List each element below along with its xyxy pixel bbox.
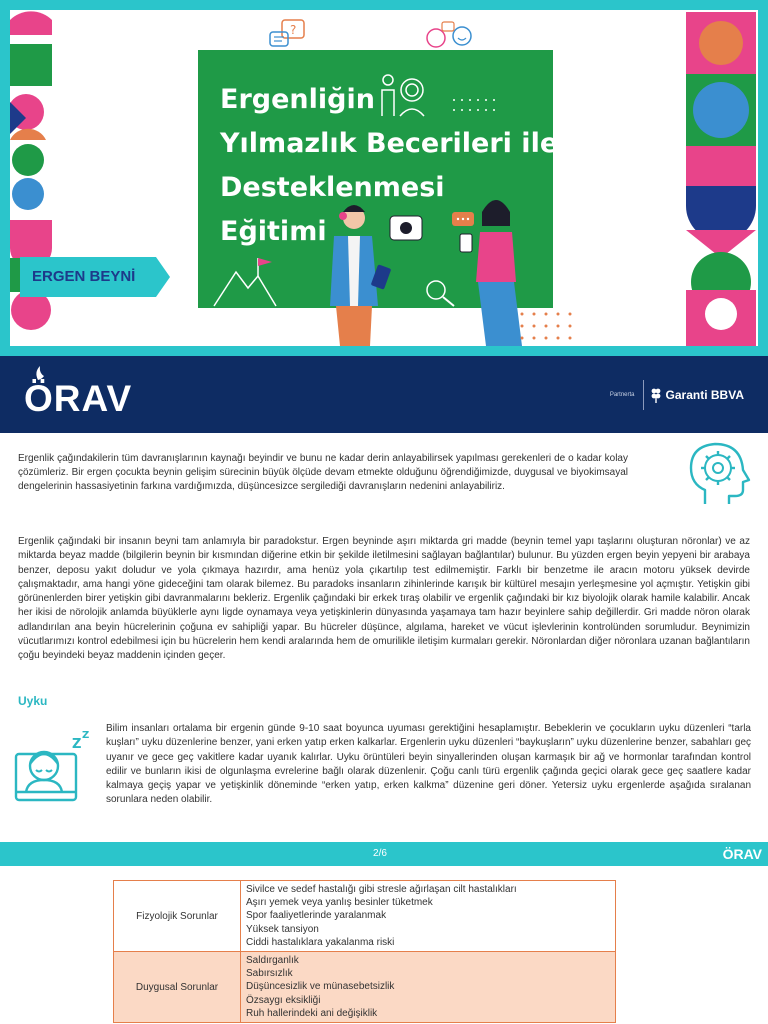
- banner-artwork: [10, 10, 758, 346]
- brain-paragraph: Ergenlik çağındaki bir insanın beyni tam anlamıyla bir paradokstur. Ergen beyninde aşırı miktarda gri madde (beynin temel yapı taşlarını oluşturan nöronlar) ve az miktarda beyaz madde (bilgilerin beynin bir kısmından diğerine etkin bir şekilde iletilmesini sağlayan bağlantılar) bulunur. Bu yüzden ergen beyin yepyeni bir arabaya benzer, deposu yakıt doludur ve yola çıkmaya hazırdır, ama henüz yola çıkartılıp test edilmemiştir. Farklı bir benzetme ile aracın motoru yüksek devirde çalışmaktadır, ama hangi yöne gideceğini tam olarak bilemez. Bu paradoks insanların zihinlerinde karışık bir kültürel mesajın yerleşmesine yol açmıştır. Yetişkin gibi görünenlerden birer yetişkin gibi davranmalarını bekleriz. Ergenlik çağındaki bir erkek tıraş olabilir ve ergenlik çağındaki bir kız biyolojik olarak hamile kalabilir. Ancak her ikisi de nörolojik anlamda büyüklerle aynı ligde oynamaya veya yetişkinlerin dünyasında yaşamaya tam hazır beyinlere sahip değillerdir. Gri madde nöron olarak adlandırılan ana beyin hücrelerinin çoğuna ev sahipliği yapar. Bu hücreler düşünce, algılama, hareket ve vücut işlevlerinin kontrolünden sorumludur. Beynimizin vücutlarımızı kontrol edebilmesi için bu hücrelerin hem kendi aralarında hem de omurilikle iletişim kurmaları gerekir. Nöronlardan diğer nöronlara uzanan bağlantıların çoğu beyindeki beyaz maddenin içinden geçer.: [18, 536, 750, 662]
- table-row: [114, 881, 616, 952]
- students-illustration: [312, 186, 532, 346]
- list-item: Düşüncesizlik ve münasebetsizlik: [246, 981, 395, 993]
- sleep-heading: Uyku: [18, 694, 48, 708]
- list-item: Ruh hallerindeki ani değişiklik: [246, 1007, 378, 1019]
- svg-text:Z: Z: [72, 737, 82, 752]
- banner-title-line: Desteklenmesi: [220, 172, 445, 203]
- list-item: Saldırganlık: [246, 955, 299, 967]
- dotted-decoration: [450, 96, 498, 114]
- page-footer: [0, 842, 768, 866]
- problems-table: [113, 880, 616, 1023]
- section-tag-label: ERGEN BEYNİ: [32, 268, 136, 285]
- list-item: Sabırsızlık: [246, 968, 293, 980]
- sponsor-divider: [643, 380, 644, 410]
- people-reactions-icon: [422, 20, 478, 52]
- table-category-cell: Fizyolojik Sorunlar: [114, 881, 241, 952]
- banner-title-line: Eğitimi: [220, 216, 327, 247]
- svg-text:?: ?: [290, 23, 297, 37]
- footer-orav-logo: ÖRAV: [722, 846, 762, 862]
- banner-title-line: Yılmazlık Becerileri ile: [220, 128, 559, 159]
- list-item: Ciddi hastalıklara yakalanma riski: [246, 936, 395, 948]
- section-tag: [20, 257, 156, 297]
- table-row: [114, 952, 616, 1023]
- sleeping-head-icon: [14, 726, 96, 804]
- list-item: Spor faaliyetlerinde yaralanmak: [246, 910, 387, 922]
- mountain-flag-icon: [212, 256, 278, 308]
- svg-text:Z: Z: [82, 730, 90, 741]
- list-item: Sivilce ve sedef hastalığı gibi stresle ağırlaşan cilt hastalıkları: [246, 884, 517, 895]
- table-category-cell: Duygusal Sorunlar: [114, 952, 241, 1023]
- table-items-cell: [241, 952, 616, 1023]
- orav-brand-text: ÖRAV: [24, 378, 133, 419]
- list-item: Aşırı yemek veya yanlış besinler tüketmek: [246, 897, 433, 909]
- garanti-clover-icon: [650, 387, 662, 403]
- page-number: 2/6: [373, 848, 387, 859]
- logo-bar: [0, 356, 768, 433]
- presenter-icon: [378, 72, 428, 118]
- list-item: Özsaygı eksikliği: [246, 994, 321, 1006]
- intro-paragraph: Ergenlik çağındakilerin tüm davranışlarının kaynağı beyindir ve bunu ne kadar derin anlayabilirsek yapılması gerekenleri de o kadar kolay çözümleriz. Bir ergen çocukta beynin gelişim sürecinin büyük ölçüde devam etmekte olduğunu öğrendiğimizde, duygusal ve biyokimsayal dengelerinin hassasiyetinin farkına vardığımızda, düşüncesizce sergilediği davranışların nedenini anlayabiliriz.: [18, 453, 628, 492]
- head-brain-gear-icon: [685, 440, 751, 508]
- right-geometric-decoration: [682, 10, 758, 346]
- sleep-paragraph: Bilim insanları ortalama bir ergenin günde 9-10 saat boyunca uyuması gerektiğini hesaplamıştır. Bebeklerin ve çocukların uyku düzenleri “tarla kuşları” uyku düzenlerine benzer, yani erken yatıp erken kalkarlar. Ergenlerin uyku düzenleri “baykuşların” uyku düzenlerine benzer, sabahları geç uyanır ve gece geç vakitlere kadar uyanık kalırlar. Uyku örüntüleri beyin sinyallerinden oluşan karmaşık bir ağ ve hormonlar tarafından kontrol edilir ve bunların ikisi de olgunlaşma evrelerine bağlı olarak düzenlenir. Çoğu canlı türü ergenlik çağında geçici olarak gece geç saatlere kadar kalmaya geçiş yapar ve yetişkinlik döneminde “erken yatıp, erken kalkma” düzenine geri döner. Yetersiz uyku ergenlerde aşağıda sıralanan sorunlara neden olabilir.: [106, 723, 751, 806]
- banner-title-line: Ergenliğin: [220, 84, 375, 115]
- list-item: Yüksek tansiyon: [246, 923, 319, 935]
- sponsor-prefix: Partnerta: [609, 392, 635, 398]
- sponsor-block: [610, 384, 744, 406]
- table-items-cell: [241, 881, 616, 952]
- chat-bubble-question-icon: [268, 18, 308, 50]
- dot-grid-decoration: [516, 308, 576, 342]
- sponsor-name: Garanti BBVA: [665, 388, 744, 402]
- header-banner: [0, 0, 768, 356]
